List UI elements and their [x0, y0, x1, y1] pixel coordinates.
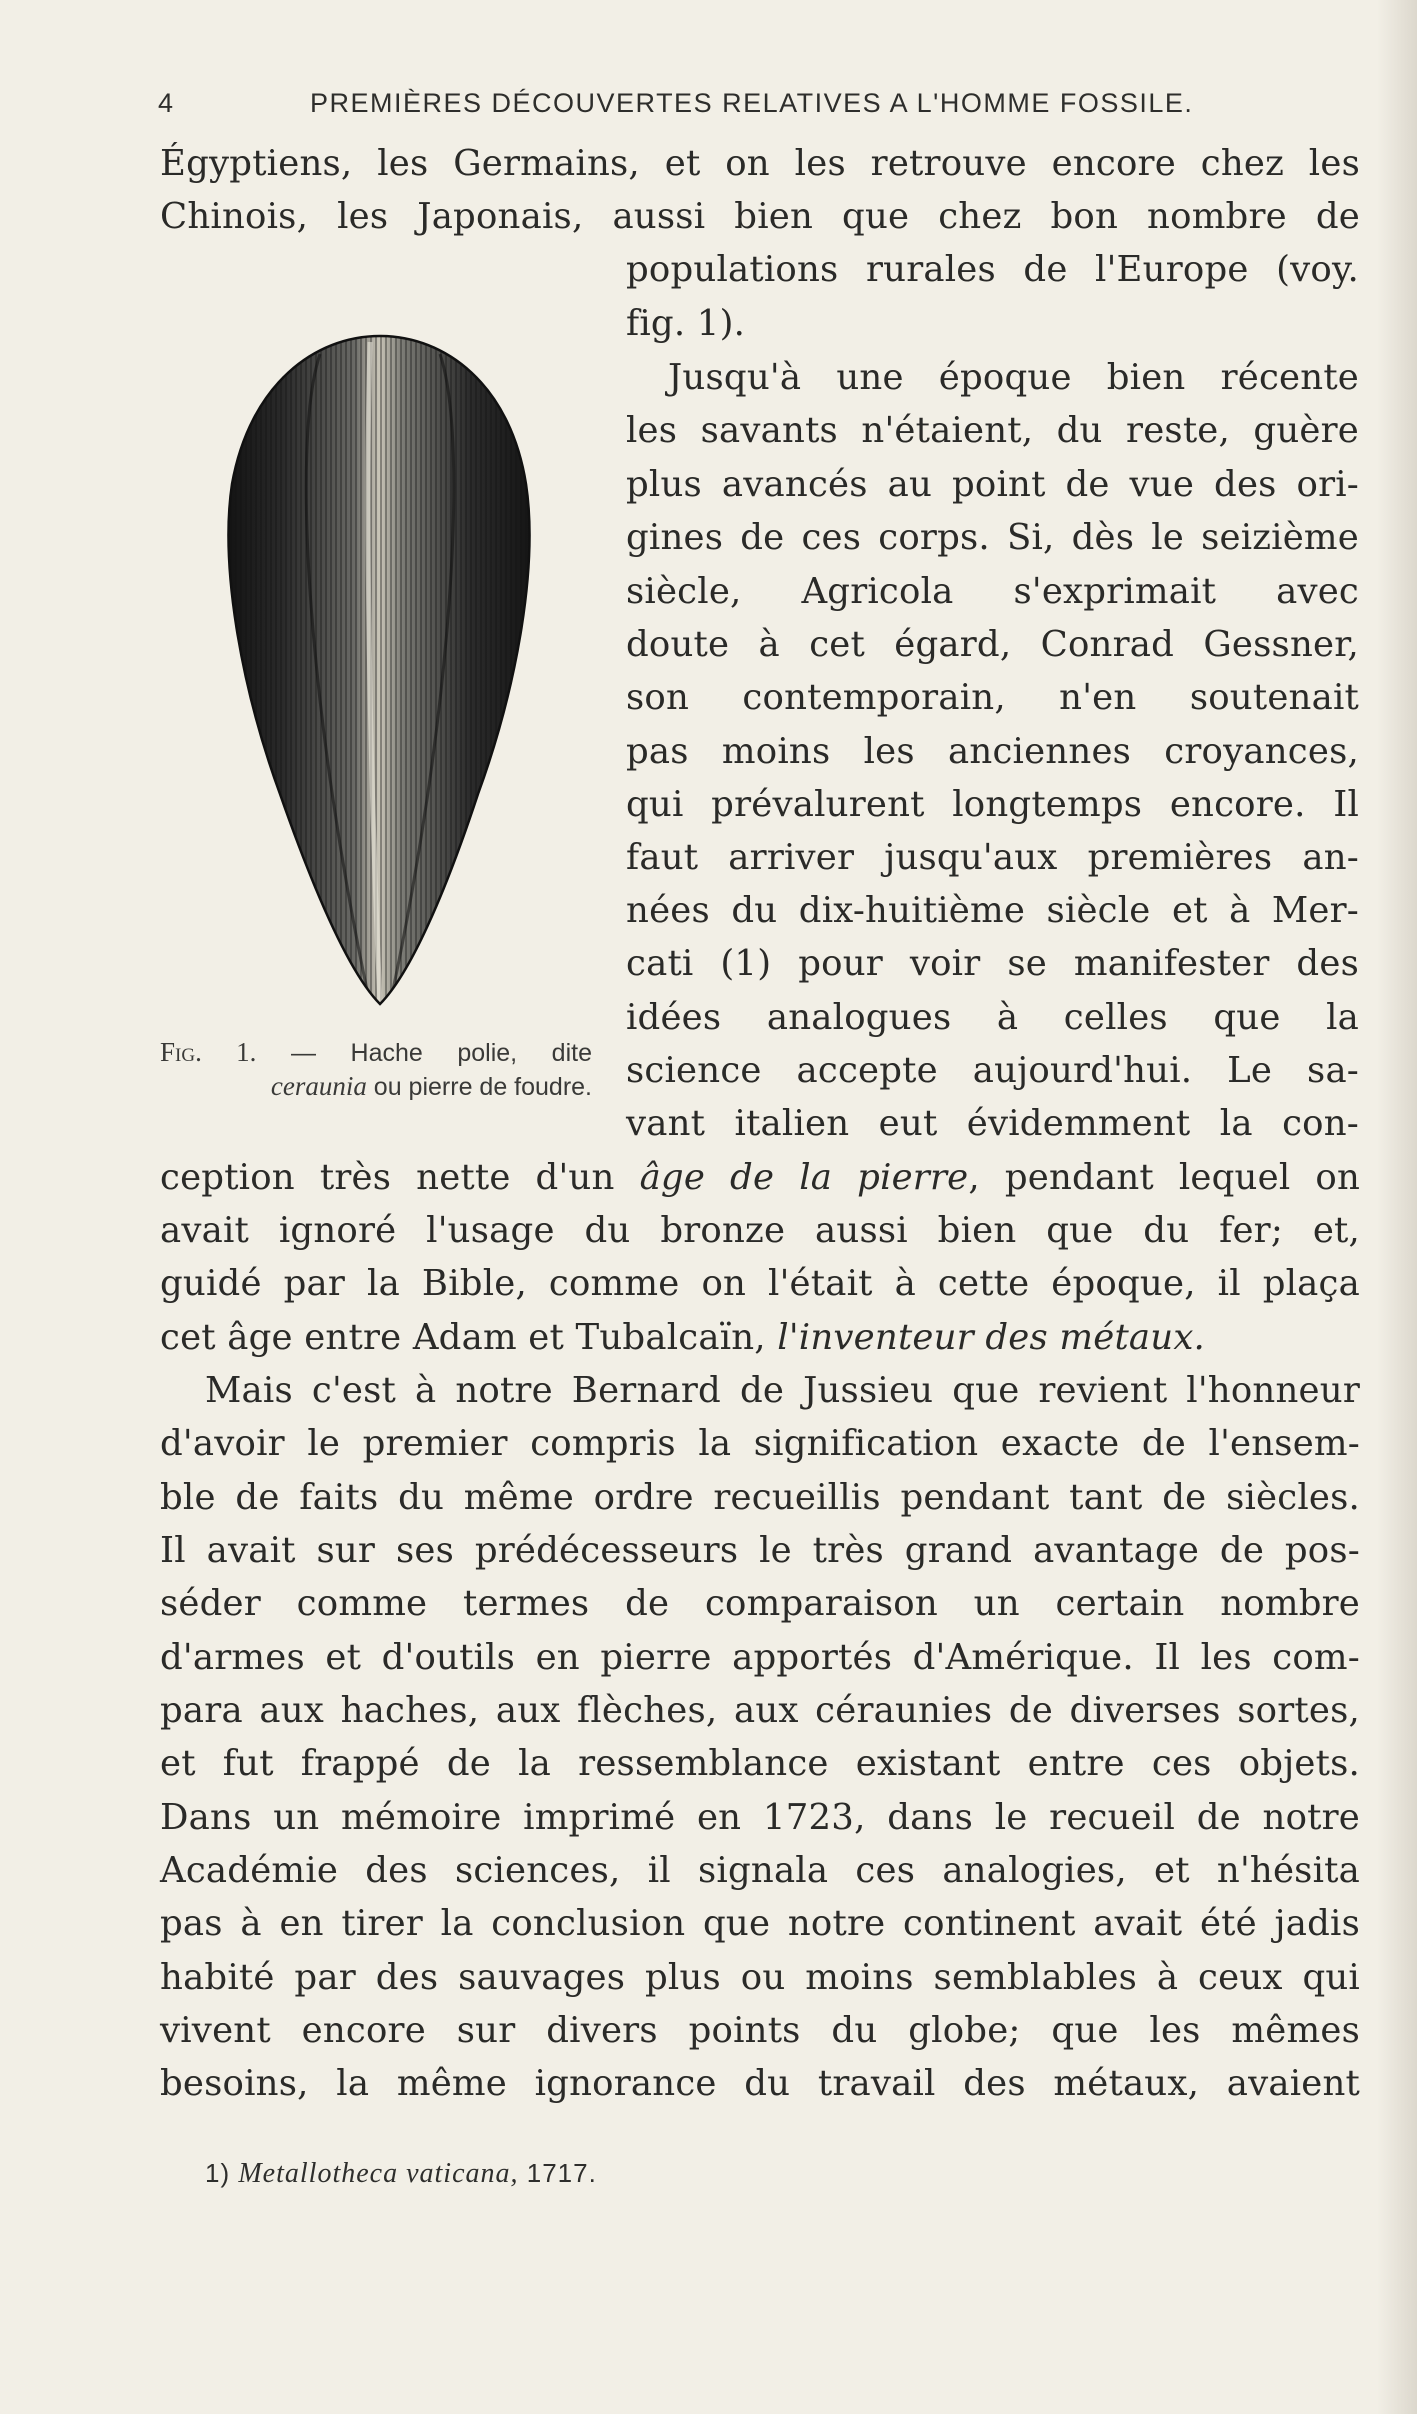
- para2-line-3: ble de faits du même ordre recueillis pendant tant de siècles.: [160, 1477, 1360, 1518]
- para2-line-10: Académie des sciences, il signala ces analogies, et n'hésita: [160, 1850, 1360, 1891]
- para2-line-1: Mais c'est à notre Bernard de Jussieu que revient l'honneur: [205, 1370, 1360, 1411]
- running-title: PREMIÈRES DÉCOUVERTES RELATIVES A L'HOMME FOSSILE.: [310, 88, 1194, 118]
- body-line-14: faut arriver jusqu'aux premières an-: [626, 837, 1359, 878]
- page-edge-shadow: [1377, 0, 1417, 2414]
- body-line-11: son contemporain, n'en soutenait: [626, 677, 1359, 718]
- body-line-4: fig. 1).: [626, 303, 746, 344]
- footnote-marker: 1): [205, 2158, 231, 2188]
- para2-line-9: Dans un mémoire imprimé en 1723, dans le recueil de notre: [160, 1797, 1360, 1838]
- para2-line-7: para aux haches, aux flèches, aux céraunies de diverses sortes,: [160, 1690, 1360, 1731]
- para2-line-2: d'avoir le premier compris la signification exacte de l'ensem-: [160, 1423, 1360, 1464]
- body-line-1: Égyptiens, les Germains, et on les retrouve encore chez les: [160, 143, 1360, 184]
- para2-line-12: habité par des sauvages plus ou moins semblables à ceux qui: [160, 1957, 1360, 1998]
- body-line-12: pas moins les anciennes croyances,: [626, 731, 1359, 772]
- para2-line-14: besoins, la même ignorance du travail des métaux, avaient: [160, 2063, 1360, 2104]
- body-line-19: vant italien eut évidemment la con-: [626, 1103, 1359, 1144]
- para2-line-5: séder comme termes de comparaison un certain nombre: [160, 1583, 1360, 1624]
- body-line-13: qui prévalurent longtemps encore. Il: [626, 784, 1359, 825]
- para2-line-11: pas à en tirer la conclusion que notre continent avait été jadis: [160, 1903, 1360, 1944]
- para2-line-13: vivent encore sur divers points du globe; que les mêmes: [160, 2010, 1360, 2051]
- body-line-7: plus avancés au point de vue des ori-: [626, 464, 1359, 505]
- body-line-10: doute à cet égard, Conrad Gessner,: [626, 624, 1359, 665]
- body-line-16: cati (1) pour voir se manifester des: [626, 943, 1359, 984]
- emphasis-age-de-la-pierre: âge de la pierre: [639, 1157, 969, 1198]
- figure-caption: [160, 1036, 592, 1104]
- figure-label: Fig. 1.: [160, 1037, 257, 1067]
- para2-line-8: et fut frappé de la ressemblance existant entre ces objets.: [160, 1743, 1360, 1784]
- body-line-15: nées du dix-huitième siècle et à Mer-: [626, 890, 1359, 931]
- body-line-22: guidé par la Bible, comme on l'était à cette époque, il plaça: [160, 1263, 1360, 1304]
- body-line-18: science accepte aujourd'hui. Le sa-: [626, 1050, 1359, 1091]
- body-line-2: Chinois, les Japonais, aussi bien que chez bon nombre de: [160, 196, 1360, 237]
- body-line-17: idées analogues à celles que la: [626, 997, 1359, 1038]
- footnote-title: Metallotheca vaticana,: [238, 2158, 519, 2189]
- body-line-3: populations rurales de l'Europe (voy.: [626, 249, 1359, 290]
- body-line-8: gines de ces corps. Si, dès le seizième: [626, 517, 1359, 558]
- polished-axe-illustration: [220, 324, 540, 1024]
- emphasis-inventeur-des-metaux: l'inventeur des métaux.: [777, 1317, 1206, 1358]
- footnote-year: 1717.: [526, 2158, 597, 2188]
- body-line-6: les savants n'étaient, du reste, guère: [626, 410, 1359, 451]
- footnote: [205, 2158, 597, 2190]
- body-line-9: siècle, Agricola s'exprimait avec: [626, 571, 1359, 612]
- body-line-5: Jusqu'à une époque bien récente: [668, 357, 1359, 398]
- caption-text: — Hache polie, dite: [290, 1039, 592, 1067]
- body-line-23: cet âge entre Adam et Tubalcaïn, l'inventeur des métaux.: [160, 1317, 1206, 1358]
- caption-rest: ou pierre de foudre.: [373, 1073, 592, 1101]
- para2-line-4: Il avait sur ses prédécesseurs le très grand avantage de pos-: [160, 1530, 1360, 1571]
- caption-term-ceraunia: ceraunia: [270, 1071, 367, 1101]
- para2-line-6: d'armes et d'outils en pierre apportés d'Amérique. Il les com-: [160, 1637, 1360, 1678]
- page-number: 4: [158, 88, 175, 118]
- body-line-20: ception très nette d'un âge de la pierre, pendant lequel on: [160, 1157, 1361, 1198]
- body-line-21: avait ignoré l'usage du bronze aussi bien que du fer; et,: [160, 1210, 1360, 1251]
